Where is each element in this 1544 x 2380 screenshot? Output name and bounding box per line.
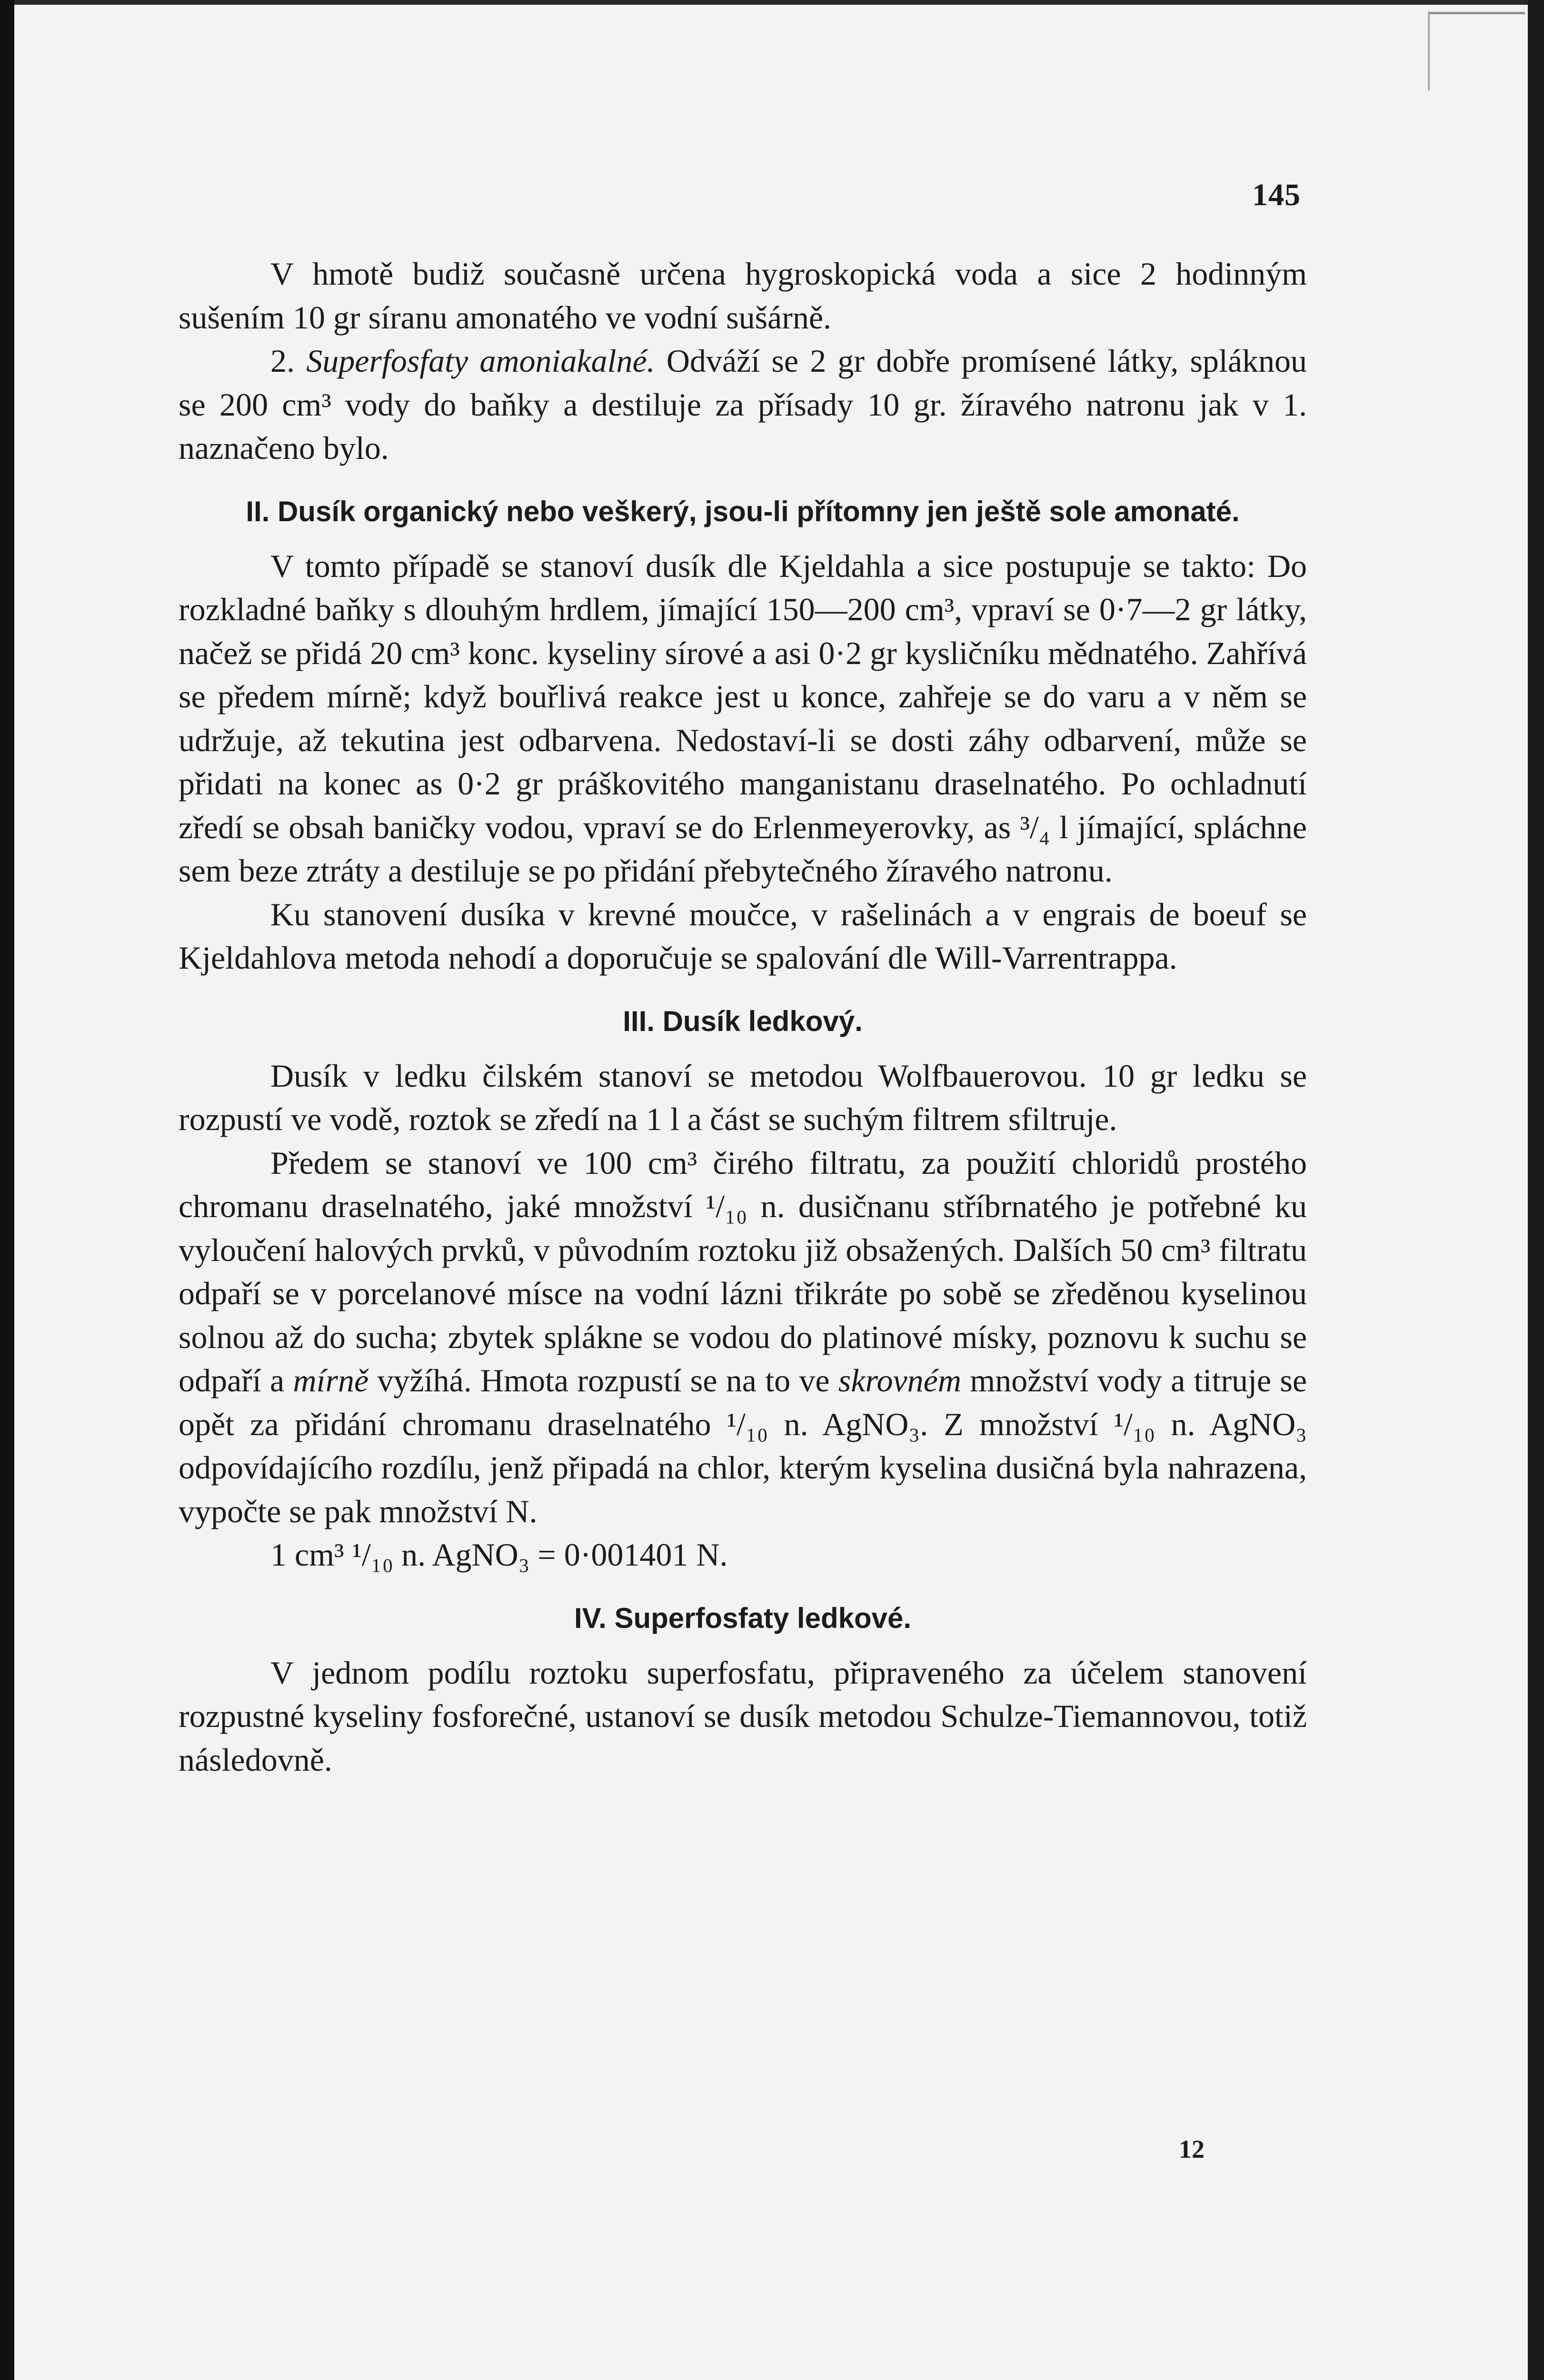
section-heading-ii: II. Dusík organický nebo veškerý, jsou-li přítomny jen ještě sole amonaté. <box>246 495 1240 527</box>
titration-text-a: Předem se stanoví ve 100 cm³ čirého filtratu, za použití chloridů prostého chromanu draselnatého, jaké množství ¹/₁₀ n. dusičnanu stříbrnatého je potřebné ku vyloučení halových prvků, v původním roztoku již obsažených. Dalších 50 cm³ filtratu odpaří se v porcelanové mísce na vodní lázni třikráte po sobě se zředěnou kyselinou solnou až do sucha; zbytek spláknе se vodou do platinové mísky, poznovu k suchu se odpaří a <box>179 1144 1307 1398</box>
page-number: 145 <box>1252 178 1301 212</box>
paragraph-titration <box>179 1141 1307 1534</box>
item-text: Odváží se 2 gr dobře promísené látky, spláknou se 200 cm³ vody do baňky a destiluje za přísady 10 gr. žíravého natronu jak v 1. naznačeno bylo. <box>179 343 1307 466</box>
titration-italic-mirne: mírně <box>293 1362 369 1398</box>
paragraph-schulze-tiemann: V jednom podílu roztoku superfosfatu, připraveného za účelem stanovení rozpustné kyseliny fosforečné, ustanoví se dusík metodou Schulze-Tiemannovou, totiž následovně. <box>179 1654 1307 1778</box>
paragraph-krevna-moucka: Ku stanovení dusíka v krevné moučce, v rašelinách a v engrais de boeuf se Kjeldahlova metoda nehodí a doporučuje se spalování dle Will-Varrentrappa. <box>179 896 1307 976</box>
titration-text-c: množství vody a titruje se opět za přidání chromanu draselnatého ¹/₁₀ n. AgNO₃. Z množství ¹/₁₀ n. AgNO₃ odpovídajícího rozdílu, jenž připadá na chlor, kterým kyselina dusičná byla nahrazena, vypočte se pak množství N. <box>179 1362 1307 1529</box>
paragraph-superfosfaty-amoniakalne <box>179 339 1307 470</box>
body-text <box>179 252 1307 1782</box>
item-title: Superfosfaty amoniakalné. <box>306 343 655 379</box>
section-heading-iii: III. Dusík ledkový. <box>623 1005 863 1037</box>
signature-mark: 12 <box>1179 2135 1205 2163</box>
scan-edge-right <box>1528 0 1544 2380</box>
titration-italic-skrovnem: skrovném <box>838 1362 961 1398</box>
paragraph-wolfbauer-method: Dusík v ledku čilském stanoví se metodou Wolfbauerovou. 10 gr ledku se rozpustí ve vodě, roztok se zředí na 1 l a část se suchým filtrem sfiltruje. <box>179 1057 1307 1137</box>
section-heading-iv: IV. Superfosfaty ledkové. <box>574 1602 912 1634</box>
paragraph-hygroscopic-water: V hmotě budiž současně určena hygroskopická voda a sice 2 hodinným sušením 10 gr síranu amonatého ve vodní sušárně. <box>179 256 1307 336</box>
formula-line: 1 cm³ ¹/₁₀ n. AgNO₃ = 0·001401 N. <box>270 1537 728 1573</box>
item-label: 2. <box>270 343 307 379</box>
scan-corner-artifact <box>1428 12 1525 90</box>
scan-edge-top <box>0 0 1544 5</box>
paragraph-kjeldahl-method: V tomto případě se stanoví dusík dle Kjeldahla a sice postupuje se takto: Do rozkladné baňky s dlouhým hrdlem, jímající 150—200 cm³, vpraví se 0·7—2 gr látky, načež se přidá 20 cm³ konc. kyseliny sírové a asi 0·2 gr kysličníku mědnatého. Zahřívá se předem mírně; když bouřlivá reakce jest u konce, zahřeje se do varu a v něm se udržuje, až tekutina jest odbarvena. Nedostaví-li se dosti záhy odbarvení, může se přidati na konec as 0·2 gr práškovitého manganistanu draselnatého. Po ochladnutí zředí se obsah baničky vodou, vpraví se do Erlenmeyerovky, as ³/₄ l jímající, spláchne sem beze ztráty a destiluje se po přidání přebytečného žíravého natronu. <box>179 547 1307 889</box>
titration-text-b: vyžíhá. Hmota rozpustí se na to ve <box>369 1362 838 1398</box>
scan-edge-left <box>0 0 14 2380</box>
